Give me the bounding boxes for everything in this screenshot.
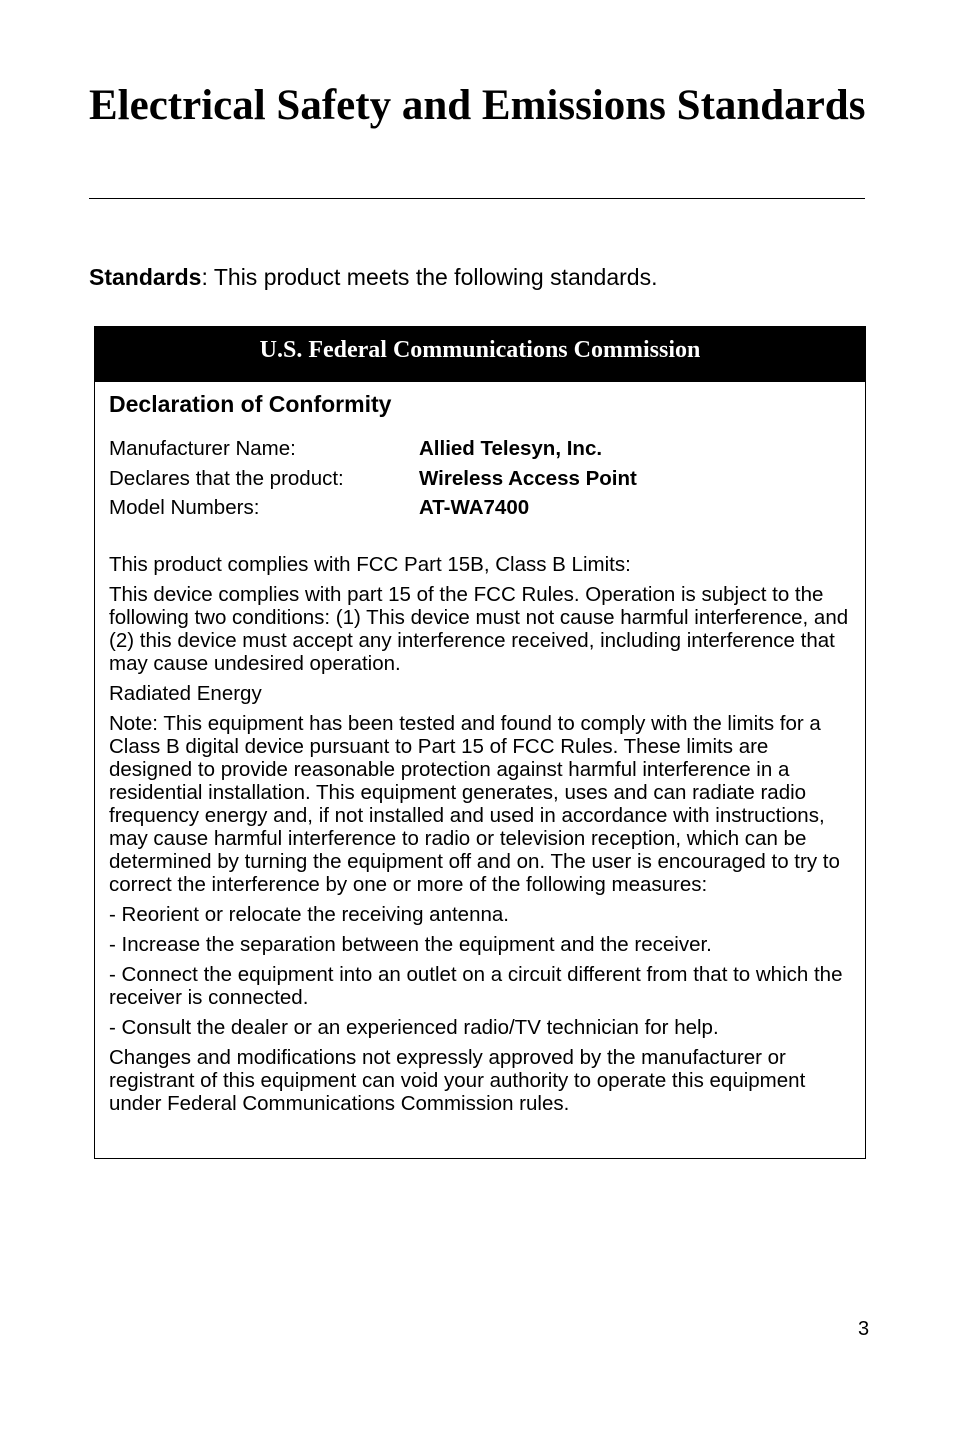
- intro-paragraph: [89, 262, 657, 292]
- fcc-box: [94, 326, 866, 1159]
- field-row-product: [109, 464, 851, 494]
- intro-label: Standards: [89, 264, 202, 290]
- compliance-statement: This product complies with FCC Part 15B, Class B Limits:: [109, 552, 631, 576]
- fcc-box-header: U.S. Federal Communications Commission: [95, 327, 865, 382]
- page-title: Electrical Safety and Emissions Standards: [89, 82, 866, 129]
- field-key: Declares that the product:: [109, 466, 344, 490]
- modifications-warning: Changes and modifications not expressly approved by the manufacturer or registrant of this equipment can void your authority to operate this equipment under Federal Communications Commission rules.: [109, 1045, 806, 1115]
- declaration-fields: [109, 434, 851, 523]
- field-value: AT-WA7400: [419, 496, 530, 519]
- field-value: Allied Telesyn, Inc.: [419, 437, 603, 460]
- page-number: 3: [858, 1318, 870, 1340]
- field-key: Manufacturer Name:: [109, 437, 296, 460]
- intro-text: : This product meets the following standards.: [201, 264, 658, 290]
- field-row-manufacturer: [109, 434, 851, 464]
- measure-item: - Consult the dealer or an experienced radio/TV technician for help.: [109, 1015, 719, 1039]
- radiated-energy-heading: Radiated Energy: [109, 681, 262, 705]
- title-divider: [89, 198, 865, 199]
- fcc-box-body: [95, 389, 865, 1115]
- measure-item: - Increase the separation between the equipment and the receiver.: [109, 932, 712, 956]
- part15-conditions: This device complies with part 15 of the FCC Rules. Operation is subject to the following two conditions: (1) This device must not cause harmful interference, and (2) this device must accept any interference received, including interference that may cause undesired operation.: [109, 582, 849, 675]
- measure-item: - Reorient or relocate the receiving antenna.: [109, 902, 509, 926]
- field-value: Wireless Access Point: [419, 466, 637, 490]
- declaration-heading: Declaration of Conformity: [109, 391, 392, 417]
- field-key: Model Numbers:: [109, 496, 260, 519]
- measure-item: - Connect the equipment into an outlet on a circuit different from that to which the receiver is connected.: [109, 962, 843, 1009]
- class-b-note: Note: This equipment has been tested and found to comply with the limits for a Class B digital device pursuant to Part 15 of FCC Rules. These limits are designed to provide reasonable protection against harmful interference in a residential installation. This equipment generates, uses and can radiate radio frequency energy and, if not installed and used in accordance with instructions, may cause harmful interference to radio or television reception, which can be determined by turning the equipment off and on. The user is encouraged to try to correct the interference by one or more of the following measures:: [109, 711, 840, 896]
- field-row-model: [109, 493, 851, 523]
